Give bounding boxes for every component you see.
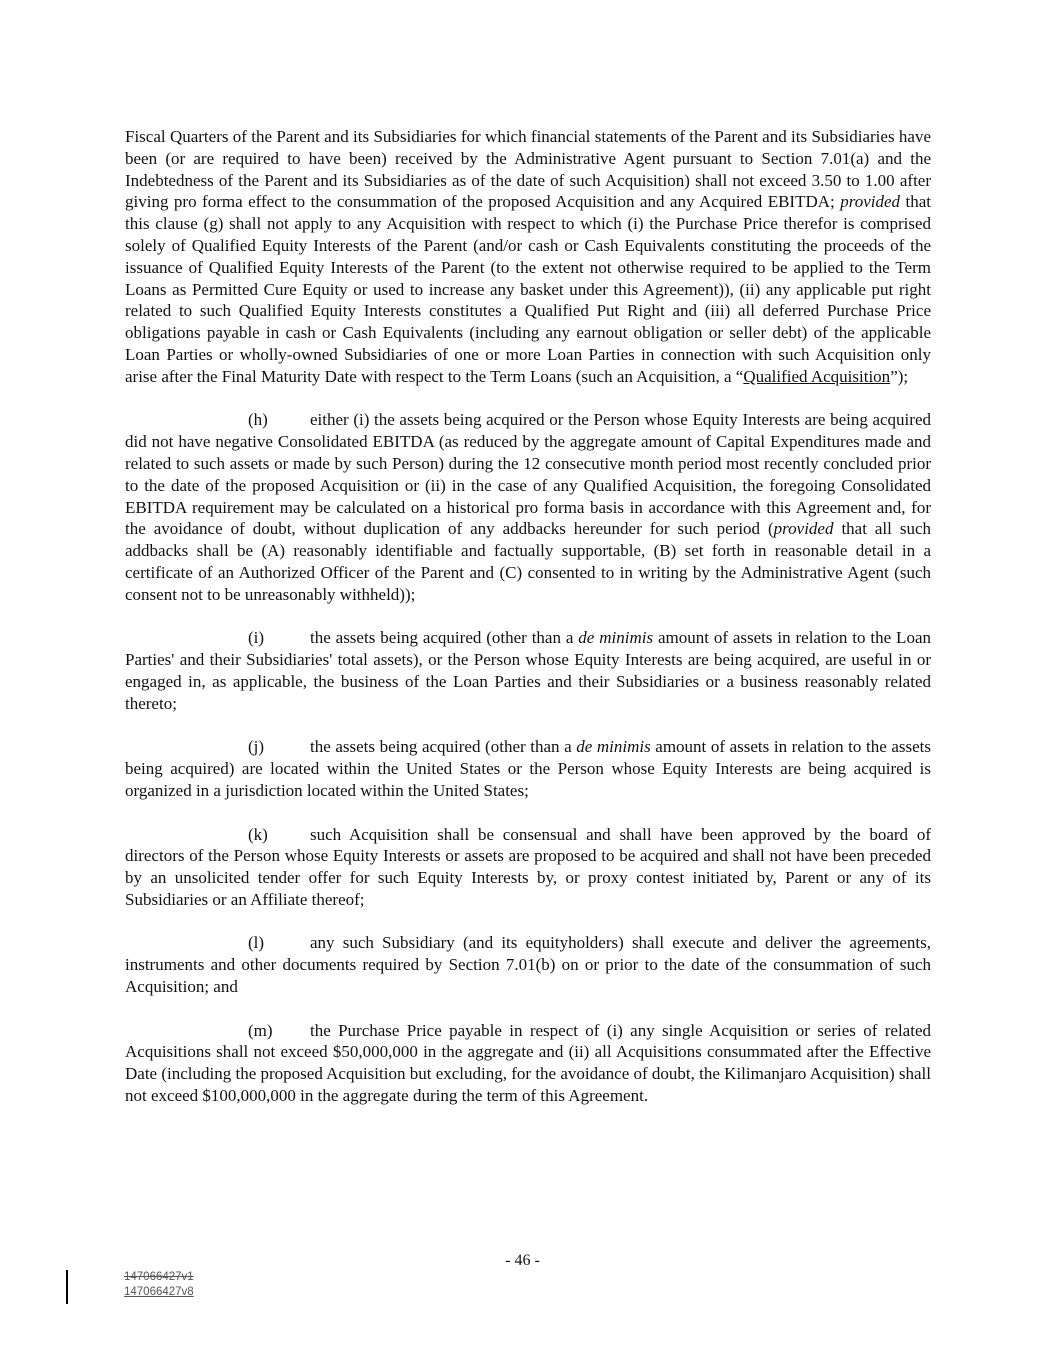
italic-term: de minimis <box>576 737 651 757</box>
clause-label: (m) <box>248 1020 273 1040</box>
clause-text: either (i) the assets being acquired or the Person whose Equity Interests are being acquired did not have negative Consolidated EBITDA (as reduced by the aggregate amount of Capital Expenditures made and related to such assets or made by such Person) during the 12 consecutive month period most recently concluded prior to the date of the proposed Acquisition or (ii) in the case of any Qualified Acquisition, the foregoing Consolidated EBITDA requirement may be calculated on a historical pro forma basis in accordance with this Agreement and, for the avoidance of doubt, without duplication of any addbacks hereunder for such period ( <box>125 410 931 539</box>
clause-label: (k) <box>248 824 268 844</box>
clause-text: amount of assets in relation to the Loan Parties' and their Subsidiaries' total assets), or the Person whose Equity Interests are being acquired, are useful in or engaged in, as applicable, the business of the Loan Parties and their Subsidiaries or a business reasonably related thereto; <box>125 628 931 713</box>
clause-text: Fiscal Quarters of the Parent and its Subsidiaries for which financial statements of the Parent and its Subsidiaries have been (or are required to have been) received by the Administrative Agent pursuant to Section 7.01(a) and the Indebtedness of the Parent and its Subsidiaries as of the date of such Acquisition) shall not exceed 3.50 to 1.00 after giving pro forma effect to the consummation of the proposed Acquisition and any Acquired EBITDA; <box>125 127 931 212</box>
clause-i <box>125 627 931 714</box>
italic-term: provided <box>840 192 901 212</box>
clause-text: amount of assets in relation to the assets being acquired) are located within the United States or the Person whose Equity Interests are being acquired is organized in a jurisdiction located within the United States; <box>125 737 931 800</box>
document-id-block <box>124 1270 194 1300</box>
clause-text: ”); <box>890 366 909 386</box>
document-body <box>125 126 931 1107</box>
clause-label: (l) <box>248 933 265 953</box>
defined-term: Qualified Acquisition <box>743 366 891 386</box>
deleted-document-id: 147066427v1 <box>124 1271 194 1283</box>
clause-text: such Acquisition shall be consensual and shall have been approved by the board of directors of the Person whose Equity Interests or assets are proposed to be acquired and shall not have been preceded by an unsolicited tender offer for such Equity Interests by, or proxy contest initiated by, Parent or any of its Subsidiaries or an Affiliate thereof; <box>125 824 931 909</box>
clause-text: the assets being acquired (other than a <box>310 737 577 757</box>
clause-k <box>125 824 931 911</box>
clause-text: that this clause (g) shall not apply to any Acquisition with respect to which (i) the Purchase Price therefor is comprised solely of Qualified Equity Interests of the Parent (and/or cash or Cash Equivalents constituting the proceeds of the issuance of Qualified Equity Interests of the Parent (to the extent not otherwise required to be applied to the Term Loans as Permitted Cure Equity or used to increase any basket under this Agreement)), (ii) any applicable put right related to such Qualified Equity Interests constitutes a Qualified Put Right and (iii) all deferred Purchase Price obligations payable in cash or Cash Equivalents (including any earnout obligation or seller debt) of the applicable Loan Parties or wholly-owned Subsidiaries of one or more Loan Parties in connection with such Acquisition only arise after the Final Maturity Date with respect to the Term Loans (such an Acquisition, a “ <box>125 192 931 386</box>
revision-change-bar <box>66 1270 68 1304</box>
page-number: - 46 - <box>505 1252 540 1269</box>
clause-m <box>125 1020 931 1107</box>
clause-text: that all such addbacks shall be (A) reasonably identifiable and factually supportable, (B) set forth in reasonable detail in a certificate of an Authorized Officer of the Parent and (C) consented to in writing by the Administrative Agent (such consent not to be unreasonably withheld)); <box>125 519 931 604</box>
clause-text: the Purchase Price payable in respect of (i) any single Acquisition or series of related Acquisitions shall not exceed $50,000,000 in the aggregate and (ii) all Acquisitions consummated after the Effective Date (including the proposed Acquisition but excluding, for the avoidance of doubt, the Kilimanjaro Acquisition) shall not exceed $100,000,000 in the aggregate during the term of this Agreement. <box>125 1020 931 1106</box>
clause-text: any such Subsidiary (and its equityholders) shall execute and deliver the agreements, instruments and other documents required by Section 7.01(b) on or prior to the date of the consummation of such Acquisition; and <box>125 933 931 997</box>
clause-label: (i) <box>248 628 265 648</box>
clause-h <box>125 409 931 605</box>
clause-text: the assets being acquired (other than a <box>310 628 579 648</box>
inserted-document-id: 147066427v8 <box>124 1286 194 1298</box>
clause-j <box>125 736 931 801</box>
clause-l <box>125 932 931 997</box>
clause-continuation <box>125 126 931 388</box>
clause-label: (j) <box>248 737 265 757</box>
italic-term: de minimis <box>578 628 654 648</box>
italic-term: provided <box>773 519 834 539</box>
clause-label: (h) <box>248 410 268 430</box>
